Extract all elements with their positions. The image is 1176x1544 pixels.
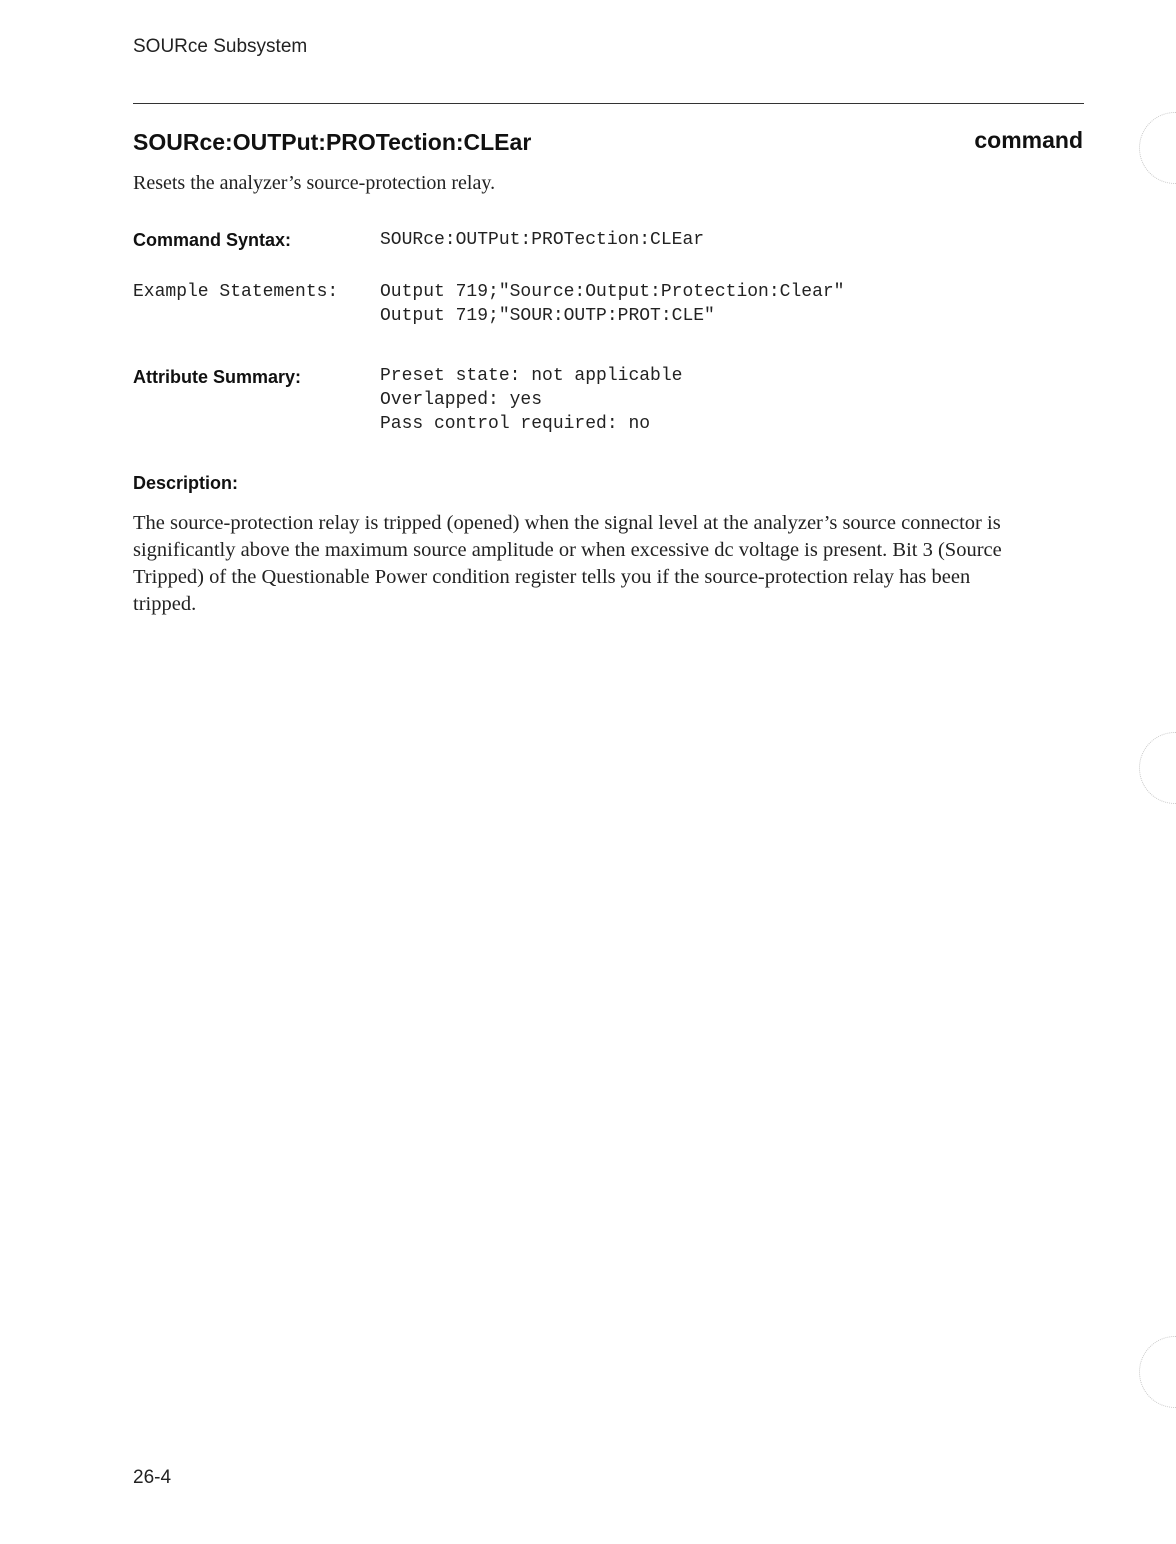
command-syntax-text: SOURce:OUTPut:PROTection:CLEar: [380, 230, 705, 250]
page-number: 26-4: [133, 1467, 172, 1488]
command-type-label: command: [974, 127, 1083, 153]
attribute-summary-label: Attribute Summary:: [133, 367, 302, 387]
example-statement-line: Output 719;"Source:Output:Protection:Clear": [380, 282, 845, 302]
command-summary: Resets the analyzer’s source-protection relay.: [133, 172, 496, 194]
punch-hole-bottom: [1139, 1336, 1176, 1408]
attribute-summary: [380, 364, 682, 436]
description-heading: Description:: [133, 473, 239, 493]
command-syntax-value: [380, 228, 704, 252]
example-statements: [380, 280, 844, 328]
attribute-line: Pass control required: no: [380, 414, 651, 434]
description-text: The source-protection relay is tripped (opened) when the signal level at the analyzer’s source connector is significantly above the maximum source amplitude or when excessive dc voltage is present. Bit 3 (Source Tripped) of the Questionable Power condition register tells you if the source-protection relay has been tripped.: [133, 512, 1002, 615]
attribute-line: Preset state: not applicable: [380, 366, 683, 386]
header-rule: [133, 103, 1084, 104]
command-title: SOURce:OUTPut:PROTection:CLEar: [133, 129, 532, 155]
punch-hole-middle: [1139, 732, 1176, 804]
running-header: SOURce Subsystem: [133, 36, 308, 57]
example-statements-label: Example Statements:: [133, 282, 339, 302]
attribute-line: Overlapped: yes: [380, 390, 543, 410]
command-syntax-label: Command Syntax:: [133, 230, 292, 250]
punch-hole-top: [1139, 112, 1176, 184]
example-statement-line: Output 719;"SOUR:OUTP:PROT:CLE": [380, 306, 715, 326]
